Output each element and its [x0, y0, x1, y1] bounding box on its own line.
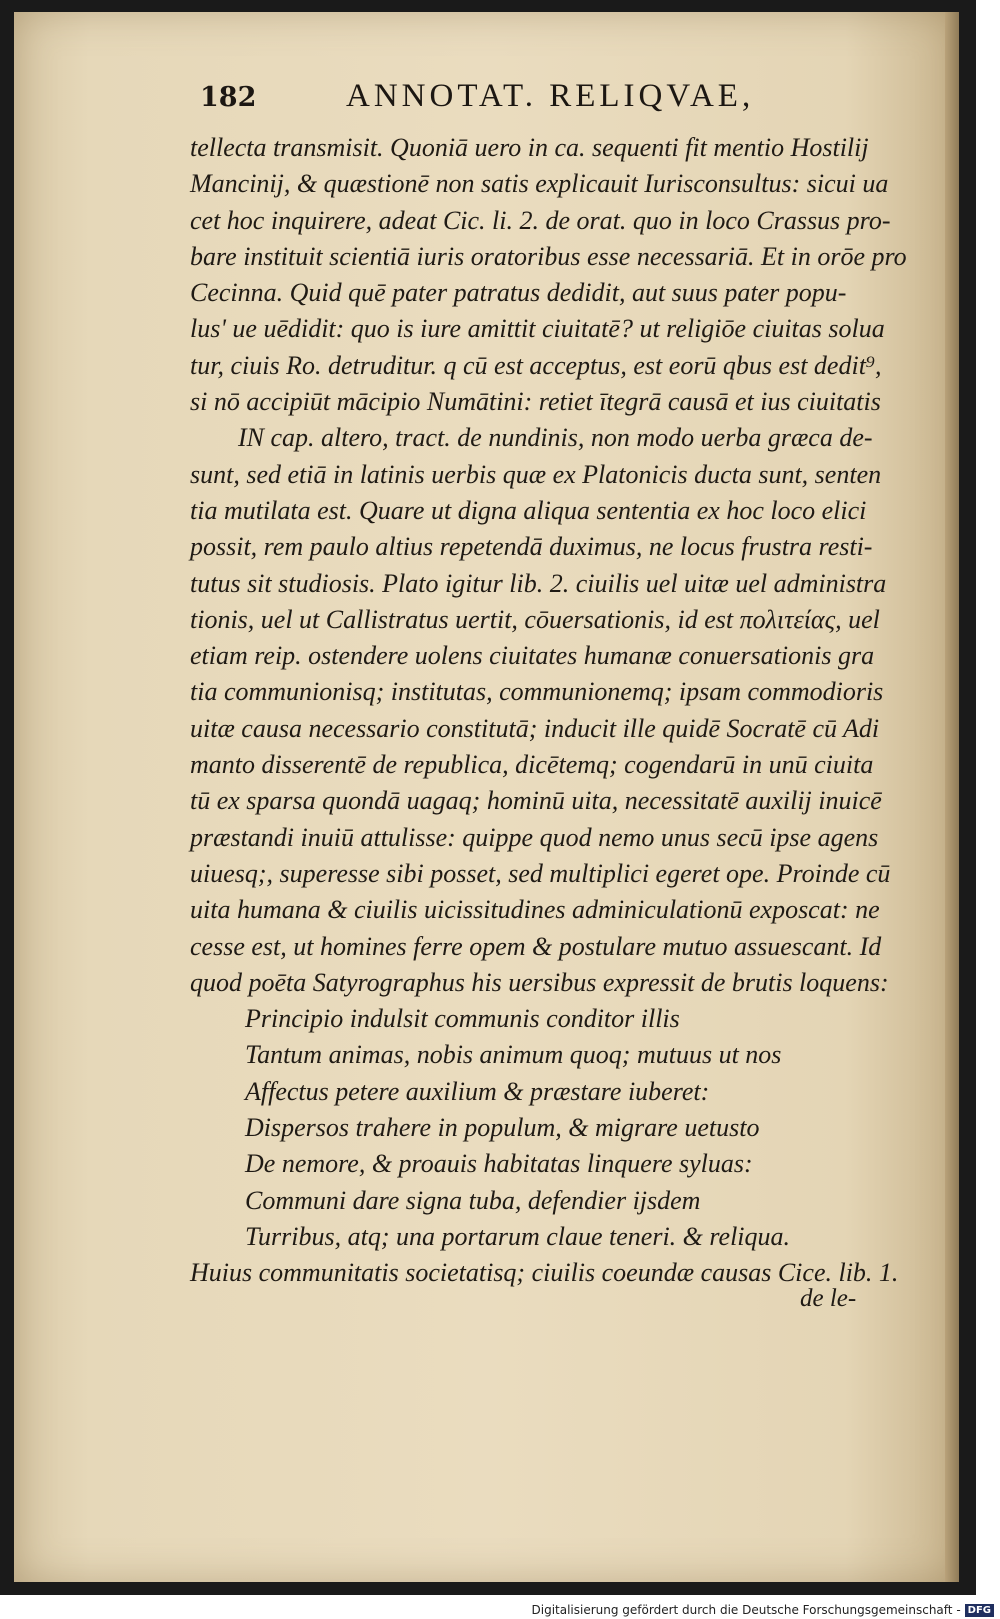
text-line: præstandi inuiū attulisse: quippe quod nemo unus secū ipse agens: [190, 822, 879, 852]
text-line: tū ex sparsa quondā uagaq; hominū uita, necessitatē auxilij inuicē: [190, 786, 882, 816]
footer: [532, 1603, 995, 1617]
text-line: possit, rem paulo altius repetendā duximus, ne locus frustra resti-: [190, 532, 873, 562]
text-line: Affectus petere auxilium & præstare iuberet:: [245, 1076, 710, 1106]
text-line: tutus sit studiosis. Plato igitur lib. 2. ciuilis uel uitæ uel administra: [190, 568, 887, 598]
text-line: Dispersos trahere in populum, & migrare uetusto: [245, 1113, 760, 1143]
text-line: uita humana & ciuilis uicissitudines adminiculationū exposcat: ne: [190, 895, 880, 925]
text-line: uitæ causa necessario constitutā; inducit ille quidē Socratē cū Adi: [190, 713, 880, 743]
text-line: lus' ue uēdidit: quo is iure amittit ciuitatē? ut religiōe ciuitas solua: [190, 314, 885, 344]
text-line: quod poēta Satyrographus his uersibus expressit de brutis loquens:: [190, 967, 889, 997]
footer-text: Digitalisierung gefördert durch die Deutsche Forschungsgemeinschaft -: [531, 1603, 961, 1617]
text-line: tia mutilata est. Quare ut digna aliqua sententia ex hoc loco elici: [190, 495, 867, 525]
text-line: Mancinij, & quæstionē non satis explicauit Iurisconsultus: sicui ua: [190, 169, 889, 199]
page-number: 182: [200, 82, 257, 113]
text-line: Principio indulsit communis conditor illis: [245, 1004, 680, 1034]
page-edge: [945, 12, 959, 1582]
text-line: uiuesq;, superesse sibi posset, sed multiplici egeret ope. Proinde cū: [190, 858, 891, 888]
text-line: IN cap. altero, tract. de nundinis, non modo uerba græca de-: [238, 423, 873, 453]
text-line: tellecta transmisit. Quoniā uero in ca. sequenti fit mentio Hostilij: [190, 133, 869, 162]
catchword: de le-: [800, 1285, 857, 1312]
text-line: Huius communitatis societatisq; ciuilis coeundæ causas Cice. lib. 1.: [190, 1258, 899, 1288]
text-line: Tantum animas, nobis animum quoq; mutuus ut nos: [245, 1040, 782, 1070]
text-line: Cecinna. Quid quē pater patratus dedidit, aut suus pater popu-: [190, 278, 847, 308]
text-line: etiam reip. ostendere uolens ciuitates humanæ conuersationis gra: [190, 641, 875, 671]
text-line: De nemore, & proauis habitatas linquere syluas:: [245, 1149, 753, 1179]
dfg-logo: DFG: [965, 1604, 994, 1617]
running-head: ANNOTAT. RELIQVAE,: [346, 78, 755, 114]
text-line: sunt, sed etiā in latinis uerbis quæ ex Platonicis ducta sunt, senten: [190, 459, 882, 489]
text-line: cet hoc inquirere, adeat Cic. li. 2. de orat. quo in loco Crassus pro-: [190, 205, 891, 235]
text-line: manto disserentē de republica, dicētemq; cogendarū in unū ciuita: [190, 750, 874, 780]
text-line: Communi dare signa tuba, defendier ijsdem: [245, 1185, 701, 1215]
text-line: tia communionisq; institutas, communionemq; ipsam commodioris: [190, 677, 884, 707]
page-header: [200, 78, 920, 122]
text-line: tur, ciuis Ro. detruditur. q cū est acceptus, est eorū qbus est dedit⁹,: [190, 350, 882, 380]
text-line: si nō accipiūt mācipio Numātini: retiet ītegrā causā et ius ciuitatis: [190, 387, 881, 417]
text-line: cesse est, ut homines ferre opem & postulare mutuo assuescant. Id: [190, 931, 882, 961]
text-line: tionis, uel ut Callistratus uertit, cōuersationis, id est πολιτείας, uel: [190, 604, 880, 634]
text-line: Turribus, atq; una portarum claue teneri. & reliqua.: [245, 1221, 791, 1251]
text-block: [190, 130, 907, 1292]
text-line: bare instituit scientiā iuris oratoribus esse necessariā. Et in orōe pro: [190, 241, 907, 271]
